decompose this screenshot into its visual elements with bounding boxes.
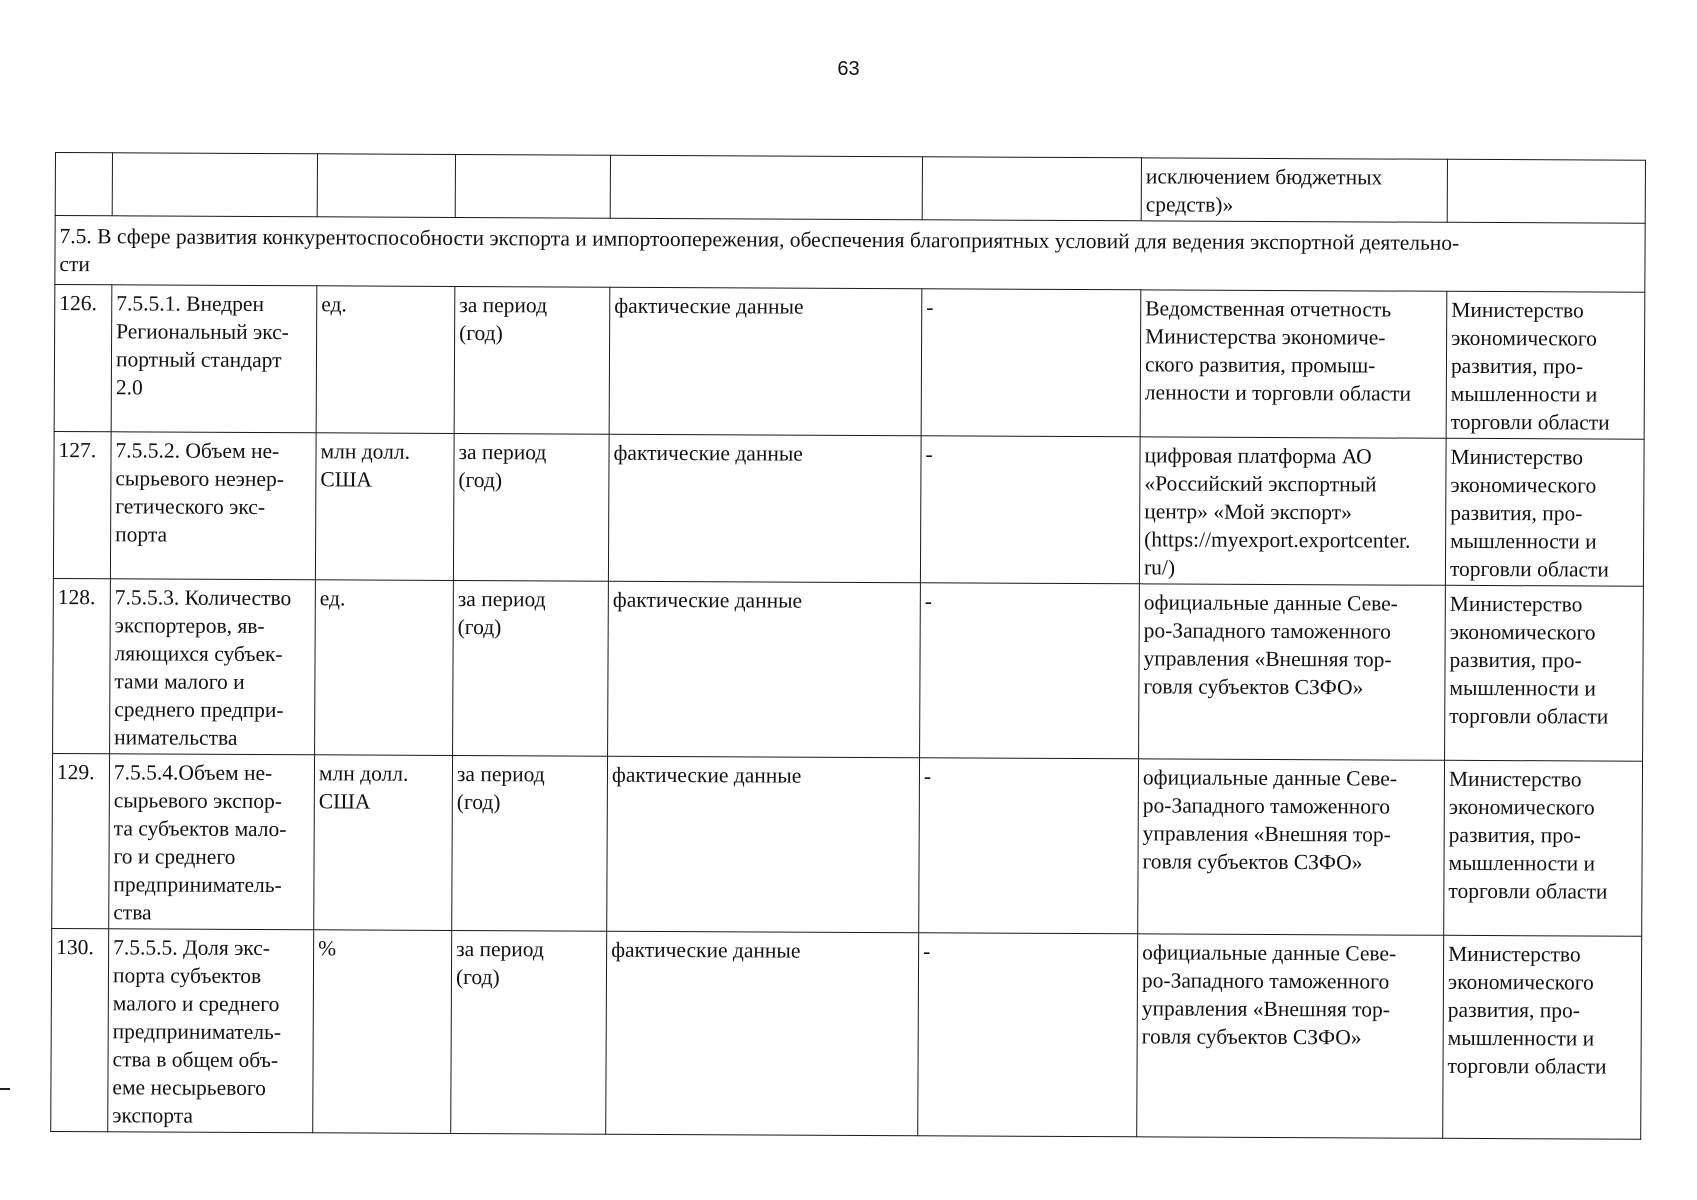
row-number: 126. xyxy=(54,285,112,432)
indicator-name: 7.5.5.4.Объем не- сырьевого экспор- та субъектов мало- го и среднего предприниматель- ства xyxy=(109,754,315,930)
unit: % xyxy=(313,930,452,1134)
indicator-name: 7.5.5.2. Объем не- сырьевого неэнер- гетического экс- порта xyxy=(110,432,316,580)
row-number: 127. xyxy=(53,431,111,578)
data-source: официальные данные Севе- ро-Западного таможенного управления «Внешняя тор- говля субъектов СЗФО» xyxy=(1138,759,1445,935)
unit: ед. xyxy=(315,580,454,756)
responsible: Министерство экономического развития, про- мышленности и торговли области xyxy=(1444,760,1643,936)
row-number: 128. xyxy=(53,578,111,753)
data-source: Ведомственная отчетность Министерства экономиче- ского развития, промыш- ленности и торговли области xyxy=(1140,290,1447,438)
method: фактические данные xyxy=(608,434,921,583)
data-source: цифровая платформа АО «Российский экспортный центр» «Мой экспорт» (https://myexport.exportcenter. ru/) xyxy=(1139,437,1446,585)
data-source: официальные данные Севе- ро-Западного таможенного управления «Внешняя тор- говля субъектов СЗФО» xyxy=(1137,934,1444,1138)
period: за период (год) xyxy=(454,286,610,434)
table-row-continuation xyxy=(55,153,1645,224)
period: за период (год) xyxy=(453,433,609,581)
responsible: Министерство экономического развития, про- мышленности и торговли области xyxy=(1446,291,1645,439)
period: за период (год) xyxy=(451,930,607,1134)
cell-source: исключением бюджетных средств)» xyxy=(1141,158,1447,222)
method: фактические данные xyxy=(607,756,920,933)
method: фактические данные xyxy=(606,931,919,1136)
method: фактические данные xyxy=(608,581,921,758)
period: за период (год) xyxy=(453,580,609,756)
table-row xyxy=(54,285,1645,440)
section-heading-row xyxy=(55,216,1645,293)
responsible: Министерство экономического развития, про- мышленности и торговли области xyxy=(1443,935,1642,1139)
cell-formula xyxy=(922,157,1141,221)
table-row xyxy=(53,578,1644,761)
cell-indicator xyxy=(112,153,317,217)
formula: - xyxy=(920,436,1140,584)
formula: - xyxy=(918,933,1138,1137)
formula: - xyxy=(920,583,1140,759)
cell-num xyxy=(55,153,112,216)
section-heading: 7.5. В сфере развития конкурентоспособности экспорта и импортоопережения, обеспечения благоприятных условий для ведения экспортной деятельно- сти xyxy=(55,216,1645,293)
indicator-name: 7.5.5.5. Доля экс- порта субъектов малого и среднего предприниматель- ства в общем объ- еме несырьевого экспорта xyxy=(108,929,314,1133)
unit: млн долл. США xyxy=(314,755,453,931)
row-number: 129. xyxy=(52,753,110,928)
cell-period xyxy=(455,154,610,218)
table-row xyxy=(51,928,1642,1139)
margin-mark xyxy=(0,1088,10,1090)
cell-responsible xyxy=(1447,159,1645,223)
indicators-table xyxy=(50,152,1646,1140)
row-number: 130. xyxy=(51,928,109,1131)
indicator-name: 7.5.5.3. Количество экспортеров, яв- ляющихся субъек- тами малого и среднего предпри- нимательства xyxy=(110,579,316,755)
responsible: Министерство экономического развития, про- мышленности и торговли области xyxy=(1445,438,1644,586)
data-source: официальные данные Севе- ро-Западного таможенного управления «Внешняя тор- говля субъектов СЗФО» xyxy=(1139,584,1446,760)
table-row xyxy=(52,753,1643,936)
formula: - xyxy=(919,758,1139,934)
method: фактические данные xyxy=(609,287,922,436)
period: за период (год) xyxy=(452,755,608,931)
cell-unit xyxy=(317,154,455,218)
formula: - xyxy=(921,289,1141,437)
cell-method xyxy=(610,155,922,220)
page-number: 63 xyxy=(837,58,860,80)
unit: млн долл. США xyxy=(315,433,454,581)
table-row xyxy=(53,431,1644,586)
indicator-name: 7.5.5.1. Внедрен Региональный экс- портный стандарт 2.0 xyxy=(111,285,317,433)
responsible: Министерство экономического развития, про- мышленности и торговли области xyxy=(1445,585,1644,761)
unit: ед. xyxy=(316,286,455,434)
